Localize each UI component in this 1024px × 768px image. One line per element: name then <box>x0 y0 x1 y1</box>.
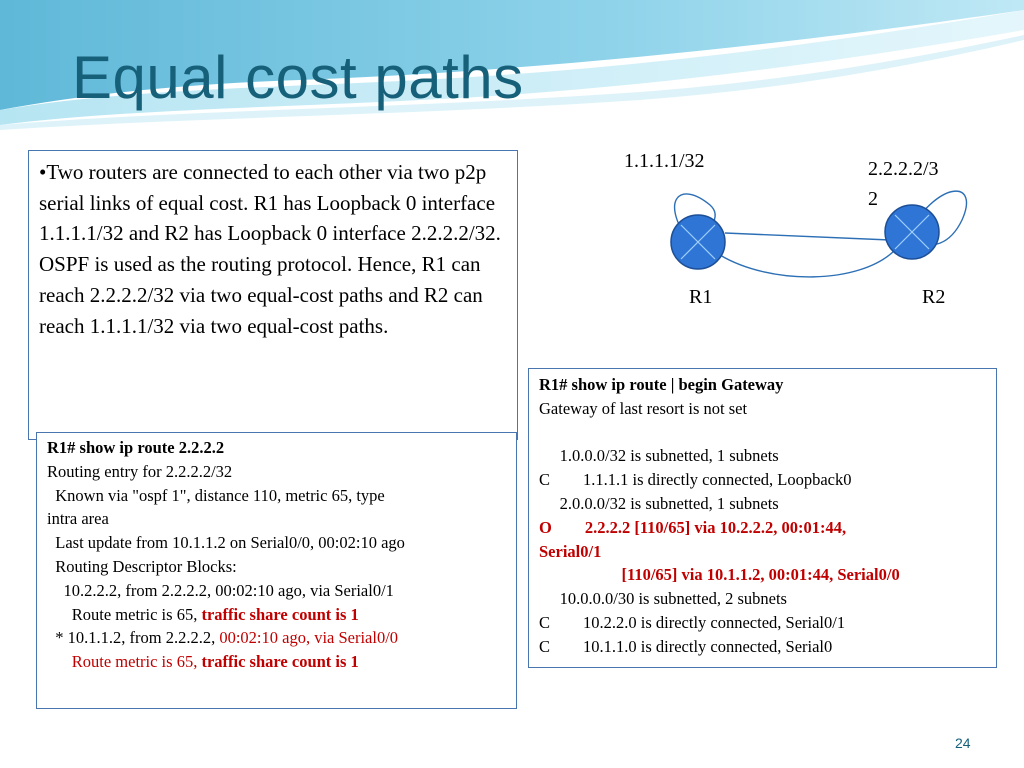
serial-link-1 <box>725 233 890 240</box>
r2-loopback-label-line2: 2 <box>868 188 878 210</box>
cli-output-show-ip-route-host <box>36 432 517 709</box>
cli-line: Routing Descriptor Blocks: <box>47 556 237 576</box>
cli-line: intra area <box>47 509 109 529</box>
slide-title: Equal cost paths <box>72 44 524 111</box>
cli-line <box>47 603 506 627</box>
cli-line: 1.0.0.0/32 is subnetted, 1 subnets <box>539 446 779 466</box>
cli-line: C 10.1.1.0 is directly connected, Serial0 <box>539 636 833 656</box>
cli-highlight-line: O 2.2.2.2 [110/65] via 10.2.2.2, 00:01:44, <box>539 517 847 537</box>
page-number: 24 <box>955 735 971 751</box>
cli-highlight: 00:02:10 ago, via Serial0/0 <box>219 628 399 648</box>
cli-line: Known via "ospf 1", distance 110, metric 65, type <box>47 485 385 505</box>
cli-command: R1# show ip route 2.2.2.2 <box>47 438 225 457</box>
r2-loopback-label-line1: 2.2.2.2/3 <box>868 158 939 180</box>
router-r1-icon[interactable] <box>671 215 725 269</box>
cli-output-show-ip-route-gateway <box>528 368 997 668</box>
cli-command: R1# show ip route | begin Gateway <box>539 375 784 394</box>
cli-line: 2.0.0.0/32 is subnetted, 1 subnets <box>539 493 779 513</box>
cli-highlight: Route metric is 65, <box>47 652 202 672</box>
intro-text-box <box>28 150 518 440</box>
cli-line: Gateway of last resort is not set <box>539 398 748 418</box>
cli-text: * 10.1.1.2, from 2.2.2.2, <box>47 628 220 648</box>
r1-label: R1 <box>689 286 713 308</box>
intro-paragraph: •Two routers are connected to each other via two p2p serial links of equal cost. R1 has Loopback 0 interface 1.1.1.1/32 and R2 has Loopback 0 interface 2.2.2.2/32. OSPF is used as the routing protocol. Hence, R1 can reach 2.2.2.2/32 via two equal-cost paths and R2 can reach 1.1.1.1/32 via two equal-cost paths. <box>39 160 501 338</box>
serial-link-2 <box>720 250 895 277</box>
r1-loopback-label: 1.1.1.1/32 <box>624 150 705 172</box>
cli-line: C 10.2.2.0 is directly connected, Serial0/1 <box>539 612 846 632</box>
cli-line: Routing entry for 2.2.2.2/32 <box>47 461 233 481</box>
cli-highlight-line: Serial0/1 <box>539 541 602 561</box>
cli-line: 10.0.0.0/30 is subnetted, 2 subnets <box>539 589 787 609</box>
cli-highlight-line: [110/65] via 10.1.1.2, 00:01:44, Serial0/0 <box>539 565 900 585</box>
cli-text: Route metric is 65, <box>47 604 202 624</box>
cli-line: Last update from 10.1.1.2 on Serial0/0, 00:02:10 ago <box>47 533 405 553</box>
cli-blank-line <box>539 421 986 445</box>
cli-line <box>47 650 506 674</box>
cli-highlight: traffic share count is 1 <box>201 652 359 672</box>
cli-line: 10.2.2.2, from 2.2.2.2, 00:02:10 ago, via Serial0/1 <box>47 580 394 600</box>
router-r2-icon[interactable] <box>885 205 939 259</box>
cli-line <box>47 626 506 650</box>
cli-line: C 1.1.1.1 is directly connected, Loopback0 <box>539 470 852 490</box>
cli-highlight: traffic share count is 1 <box>201 604 359 624</box>
r2-label: R2 <box>922 286 946 308</box>
